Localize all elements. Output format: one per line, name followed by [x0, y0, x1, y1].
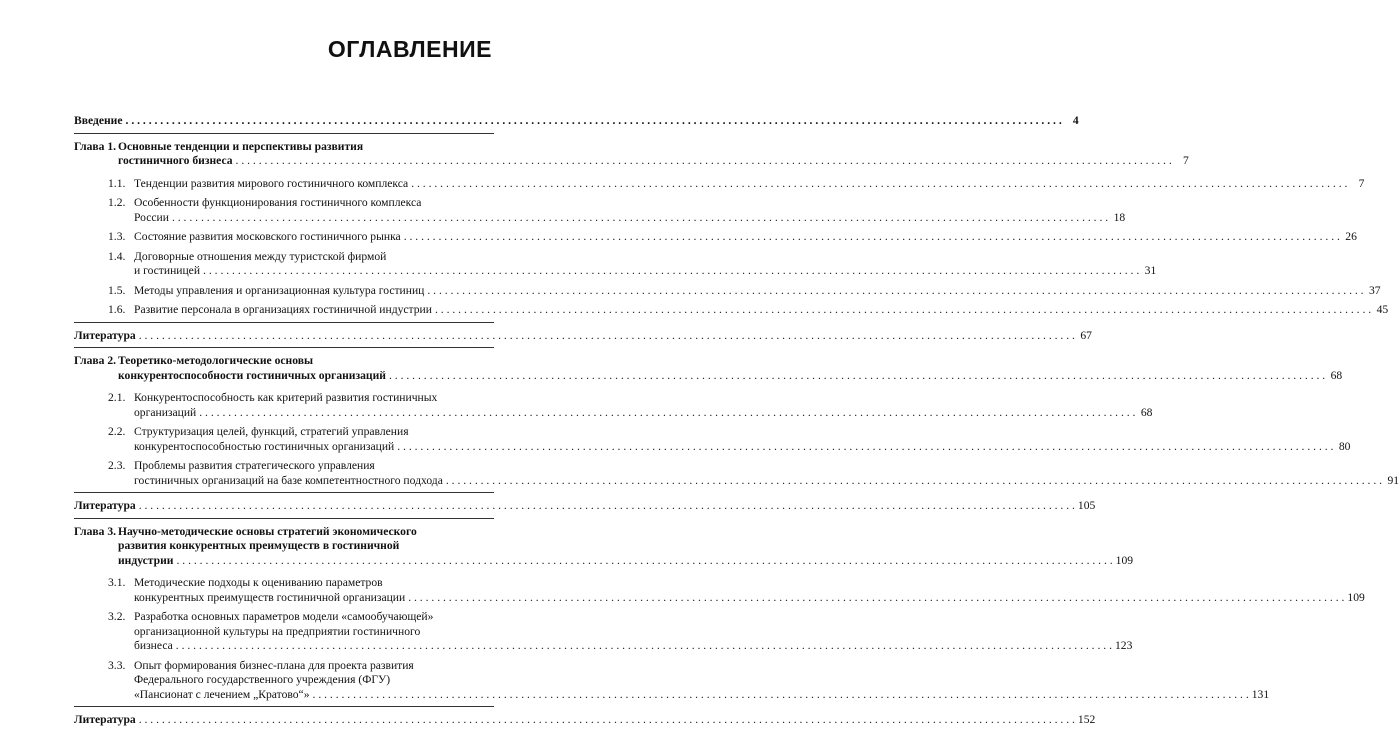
- divider: [74, 706, 494, 707]
- page-title: ОГЛАВЛЕНИЕ: [327, 36, 492, 62]
- divider: [74, 518, 494, 519]
- toc-chapter-1[interactable]: Глава 1. Основные тенденции и перспективы развития гостиничного бизнеса . . . 7: [74, 140, 494, 169]
- toc-section-1-4[interactable]: 1.4. Договорные отношения между туристской фирмой и гостиницей . . . 31: [74, 250, 494, 279]
- divider: [74, 347, 494, 348]
- toc-literature-2[interactable]: Литература . . . 105: [74, 499, 494, 514]
- toc-chapter-3[interactable]: Глава 3. Научно-методические основы стратегий экономического развития конкурентных преимуществ в гостиничной индустрии . . . 109: [74, 525, 494, 569]
- toc-literature-1[interactable]: Литература . . . 67: [74, 329, 494, 344]
- toc-literature-3[interactable]: Литература . . . 152: [74, 713, 494, 728]
- toc-section-2-3[interactable]: 2.3. Проблемы развития стратегического управления гостиничных организаций на базе компетентностного подхода . . . 91: [74, 459, 494, 488]
- toc-section-1-2[interactable]: 1.2. Особенности функционирования гостиничного комплекса России . . . 18: [74, 196, 494, 225]
- toc-section-1-6[interactable]: 1.6. Развитие персонала в организациях гостиничной индустрии . . . 45: [74, 303, 494, 318]
- toc-section-2-1[interactable]: 2.1. Конкурентоспособность как критерий развития гостиничных организаций . . . 68: [74, 391, 494, 420]
- divider: [74, 133, 494, 134]
- toc-section-3-3[interactable]: 3.3. Опыт формирования бизнес-плана для проекта развития Федерального государственного учреждения (ФГУ) «Пансионат с лечением „Кратово“» . . . 131: [74, 659, 494, 703]
- toc-section-3-1[interactable]: 3.1. Методические подходы к оцениванию параметров конкурентных преимуществ гостиничной организации . . . 109: [74, 576, 494, 605]
- toc-section-3-2[interactable]: 3.2. Разработка основных параметров модели «самообучающей» организационной культуры на предприятии гостиничного бизнеса . . . 123: [74, 610, 494, 654]
- toc-section-1-3[interactable]: 1.3. Состояние развития московского гостиничного рынка . . . 26: [74, 230, 494, 245]
- divider: [74, 322, 494, 323]
- divider: [74, 492, 494, 493]
- toc-section-1-5[interactable]: 1.5. Методы управления и организационная культура гостиниц . . . 37: [74, 284, 494, 299]
- table-of-contents: [74, 114, 1399, 728]
- toc-entry-intro[interactable]: Введение . . . 4: [74, 114, 494, 129]
- toc-chapter-2[interactable]: Глава 2. Теоретико-методологические основы конкурентоспособности гостиничных организаций . . . 68: [74, 354, 494, 383]
- toc-section-1-1[interactable]: 1.1. Тенденции развития мирового гостиничного комплекса . . . 7: [74, 177, 494, 192]
- toc-section-2-2[interactable]: 2.2. Структуризация целей, функций, стратегий управления конкурентоспособностью гостиничных организаций . . . 80: [74, 425, 494, 454]
